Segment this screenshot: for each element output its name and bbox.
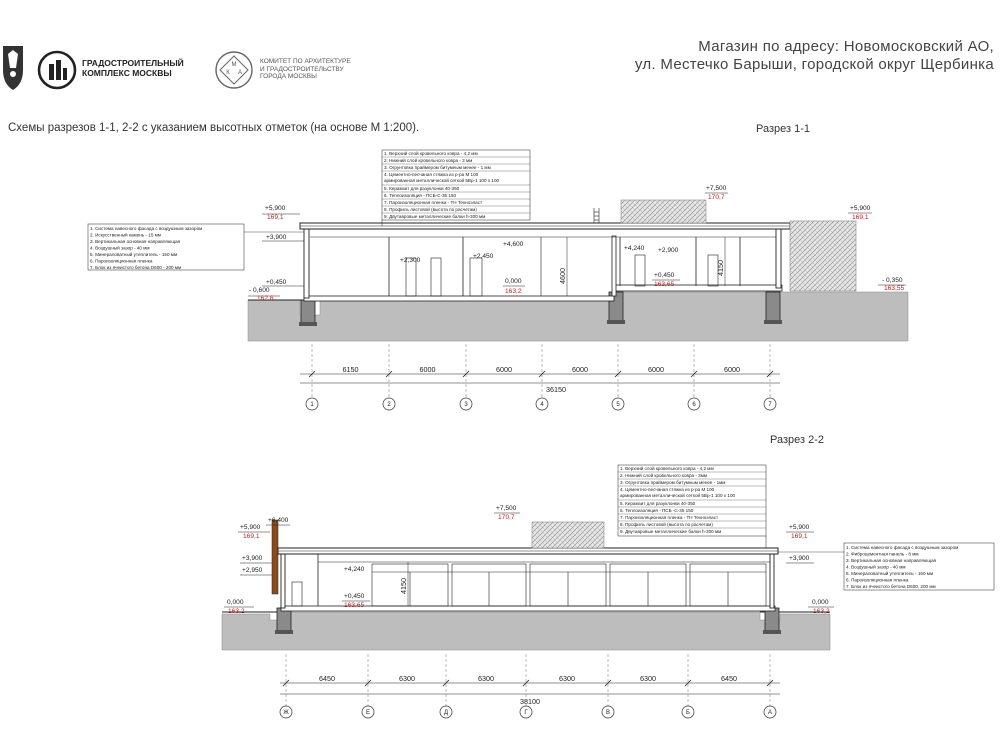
svg-text:3. Огрунтовка праймером битумн: 3. Огрунтовка праймером битумным менее - 1 мм	[384, 165, 491, 170]
org2-name: КОМИТЕТ ПО АРХИТЕКТУРЕ И ГРАДОСТРОИТЕЛЬСТВУ ГОРОДА МОСКВЫ	[260, 58, 351, 81]
section1-mark: +4,600	[503, 241, 524, 248]
svg-text:+3,900: +3,900	[266, 234, 287, 241]
section1-floor-slab	[304, 296, 614, 301]
section1-mark: 0,000	[505, 278, 522, 285]
section1-axis-label: 3	[464, 402, 468, 408]
svg-text:+0,450: +0,450	[266, 279, 287, 286]
svg-text:6. Пароизоляционная пленка: 6. Пароизоляционная пленка	[90, 258, 153, 264]
section1-mark-abs: 169,1	[852, 214, 869, 221]
svg-text:+2,950: +2,950	[242, 567, 263, 574]
section2-foundation	[765, 608, 779, 632]
svg-text:+3,900: +3,900	[242, 555, 263, 562]
section1-wall	[304, 228, 309, 298]
section1-foundation	[766, 292, 780, 322]
svg-text:7. Пароизоляционная пленка - Т: 7. Пароизоляционная пленка - ТН Техноэласт	[384, 200, 483, 205]
section1-dimensions	[300, 374, 780, 383]
section2-mark-abs: 169,1	[791, 533, 808, 540]
section2-dim-segment: 6300	[399, 674, 415, 683]
svg-text:1. Верхний слой кровельного ко: 1. Верхний слой кровельного ковра - 4,2 мм	[384, 151, 478, 156]
mka-letter-k: К	[226, 70, 230, 76]
section1-dim-segment: 6000	[572, 365, 588, 374]
section1-mark-abs: 170,7	[708, 194, 725, 201]
section1-mark: +2,900	[658, 247, 679, 254]
section2-axis-label: Ж	[283, 710, 289, 716]
section2-wall-notes	[778, 543, 994, 590]
section1-level-marks-left	[248, 205, 304, 302]
svg-text:2. Искусственный камень - 15 м: 2. Искусственный камень - 15 мм	[90, 232, 161, 238]
svg-text:4. Воздушный зазор - 40 мм: 4. Воздушный зазор - 40 мм	[846, 564, 906, 570]
svg-text:- 0,600: - 0,600	[249, 287, 270, 294]
section2-axis-label: Е	[365, 710, 371, 716]
svg-text:2. Нижний слой кровельного ков: 2. Нижний слой кровельного ковра - 3 мм	[384, 158, 473, 163]
section2-dim-segment: 6300	[478, 674, 494, 683]
section1-mark-abs: 163,55	[884, 285, 905, 292]
section1-foundation	[301, 300, 315, 324]
section1-mark: +5,900	[850, 205, 871, 212]
section1-axis-label: 7	[768, 402, 772, 408]
section1-dim-segment: 6000	[419, 365, 436, 374]
section2-timber-post	[272, 520, 278, 594]
svg-text:+5,900: +5,900	[265, 205, 286, 212]
section1-wall-notes	[88, 224, 304, 270]
svg-text:6. Теплоизоляция - ПСБ -С-35 1: 6. Теплоизоляция - ПСБ -С-35 150	[620, 508, 694, 513]
section2-dim-segment: 6300	[640, 674, 656, 683]
section1-axis-label: 6	[692, 402, 696, 408]
section2-level-marks-left	[224, 517, 290, 615]
section1-height-4600: 4600	[558, 268, 567, 284]
section1-roof-ladder	[594, 208, 599, 223]
svg-text:169,1: 169,1	[267, 214, 284, 221]
section2-mark: 0,000	[812, 599, 829, 606]
section2-dim-segment: 6450	[319, 674, 335, 683]
section1-mark: +2,450	[473, 253, 494, 260]
svg-text:4. Цементно-песчаная стяжка из: 4. Цементно-песчаная стяжка из р-ра М 100	[620, 487, 715, 492]
svg-text:2. Фиброцементная панель - 8 м: 2. Фиброцементная панель - 8 мм	[846, 551, 919, 557]
svg-text:8. Профиль листовой (высота по: 8. Профиль листовой (высота по расчетам)	[620, 522, 713, 527]
section2-mark-abs: 163,65	[344, 602, 365, 609]
section2-total-dim: 38100	[520, 697, 540, 706]
section2-wall	[281, 552, 285, 608]
section2-dimensions	[280, 683, 780, 694]
svg-text:6. Пароизоляционная пленка: 6. Пароизоляционная пленка	[846, 577, 909, 583]
section1-roof-notes	[382, 150, 530, 226]
section1-dim-segment: 6150	[342, 365, 359, 374]
section1-axis-label: 4	[540, 402, 544, 408]
drawing-caption: Схемы разрезов 1-1, 2-2 с указанием высотных отметок (на основе М 1:200).	[8, 122, 420, 134]
section2-roof-notes	[618, 465, 766, 548]
section2-axis-label: В	[605, 710, 611, 716]
svg-text:163,2: 163,2	[228, 608, 245, 615]
section1-annex	[790, 221, 856, 291]
section1-mark: +2,300	[400, 257, 421, 264]
project-title: Магазин по адресу: Новомосковский АО, ул. Местечко Барыши, городской округ Щербинка	[634, 38, 994, 73]
section2-drawing	[222, 465, 994, 718]
svg-text:+5,900: +5,900	[240, 524, 261, 531]
section1-drawing	[88, 150, 908, 410]
svg-text:7. Блок из ячеистого бетона D6: 7. Блок из ячеистого бетона D600 - 200 мм	[90, 265, 182, 270]
svg-text:4. Цементно-песчаная стяжка из: 4. Цементно-песчаная стяжка из р-ра М 100	[384, 172, 479, 177]
svg-text:1. Система навесного фасада с: 1. Система навесного фасада с воздушным зазором	[90, 226, 203, 231]
section1-dim-segment: 6000	[496, 365, 512, 374]
mka-letter-a: А	[237, 70, 243, 76]
svg-text:3. Огрунтовка праймером битумн: 3. Огрунтовка праймером битумным менее - 1мм	[620, 480, 726, 485]
section2-glazing	[372, 564, 766, 606]
section2-rooftop-unit	[532, 522, 604, 548]
svg-text:169,1: 169,1	[243, 533, 260, 540]
section2-dim-segment: 6300	[559, 674, 575, 683]
section1-mark-abs: 163,2	[505, 288, 522, 295]
section2-axis-label: А	[767, 710, 773, 716]
section2-ground	[222, 612, 830, 650]
section2-mark: +7,500	[496, 505, 517, 512]
section2-axis-label: Д	[443, 710, 449, 716]
section2-height-4150: 4150	[399, 578, 408, 594]
svg-text:0,000: 0,000	[227, 599, 244, 606]
section1-axis-label: 1	[310, 402, 314, 408]
svg-text:9. Двутавровые металлические б: 9. Двутавровые металлические балки h-300 мм	[620, 529, 722, 534]
section1-rooftop-unit	[621, 200, 706, 223]
section2-mark: +5,900	[789, 524, 810, 531]
section2-mark: +3,900	[789, 555, 810, 562]
section1-mark: - 0,350	[882, 277, 903, 284]
section1-axis-label: 5	[616, 402, 620, 408]
svg-text:5. Керамзит для разуклонки 40-: 5. Керамзит для разуклонки 40-350	[384, 186, 460, 191]
svg-text:3. Вертикальная основная напра: 3. Вертикальная основная направляющая	[90, 239, 181, 244]
svg-text:5. Минераловатный утеплитель -: 5. Минераловатный утеплитель - 150 мм	[846, 571, 934, 576]
svg-text:армированная металлической сет: армированная металлической сеткой 5Вр-1 100 х 100	[384, 178, 500, 183]
section2-mark-abs: 170,7	[498, 514, 515, 521]
section2-title: Разрез 2-2	[770, 434, 825, 446]
svg-text:1. Система навесного фасада с: 1. Система навесного фасада с воздушным зазором	[846, 545, 959, 550]
svg-text:7. Блок из ячеистого бетона D6: 7. Блок из ячеистого бетона D600, 200 мм	[846, 584, 936, 589]
svg-text:8. Профиль листовой (высота по: 8. Профиль листовой (высота по расчетам)	[384, 207, 477, 212]
section1-dim-segment: 6000	[648, 365, 664, 374]
svg-text:1. Верхний слой кровельного ко: 1. Верхний слой кровельного ковра - 4,2 мм	[620, 466, 714, 471]
section2-foundation	[277, 608, 291, 632]
section1-mark-abs: 163,65	[654, 281, 675, 288]
section1-total-dim: 36150	[546, 385, 566, 394]
svg-text:5. Минераловатный утеплитель -: 5. Минераловатный утеплитель - 150 мм	[90, 252, 178, 257]
svg-text:4. Воздушный зазор - 40 мм: 4. Воздушный зазор - 40 мм	[90, 245, 150, 251]
section1-title: Разрез 1-1	[756, 123, 811, 135]
mka-letter-m: М	[231, 62, 237, 68]
section2-axis-label: Г	[524, 710, 528, 716]
svg-text:7. Пароизоляционная пленка - Т: 7. Пароизоляционная пленка - ТН Техноэласт	[620, 515, 719, 520]
section2-wall	[770, 552, 774, 608]
section1-height-4150: 4150	[716, 260, 725, 276]
svg-text:9. Двутавровые металлические б: 9. Двутавровые металлические балки h-300 мм	[384, 214, 486, 219]
org1-name: ГРАДОСТРОИТЕЛЬНЫЙ КОМПЛЕКС МОСКВЫ	[82, 58, 184, 78]
section1-mark: +7,500	[706, 185, 727, 192]
section1-wall	[776, 228, 781, 288]
svg-text:2. Нижний слой кровельного ков: 2. Нижний слой кровельного ковра - 3мм	[620, 473, 708, 478]
section1-dim-segment: 6000	[724, 365, 740, 374]
section1-mark: +4,240	[624, 245, 645, 252]
svg-text:армированная металлической сет: армированная металлической сеткой 5Вр-1 100 х 100	[620, 493, 736, 498]
section1-axis-label: 2	[387, 402, 391, 408]
svg-text:6. Теплоизоляция - ПСБ-С-35 15: 6. Теплоизоляция - ПСБ-С-35 150	[384, 193, 457, 198]
section2-mark: +4,240	[344, 566, 365, 573]
svg-text:+6,400: +6,400	[268, 517, 289, 524]
section2-mark-abs: 163,2	[813, 608, 830, 615]
svg-text:162,6: 162,6	[257, 295, 274, 302]
section1-mark: +0,450	[654, 272, 675, 279]
svg-text:5. Керамзит для разуклонки 40: 5. Керамзит для разуклонки 40-350	[620, 501, 696, 506]
section2-mark: +0,450	[344, 593, 365, 600]
section2-dim-segment: 6450	[721, 674, 737, 683]
section2-axis-label: Б	[686, 710, 690, 716]
svg-text:3. Вертикальная основная напра: 3. Вертикальная основная направляющая	[846, 558, 937, 563]
